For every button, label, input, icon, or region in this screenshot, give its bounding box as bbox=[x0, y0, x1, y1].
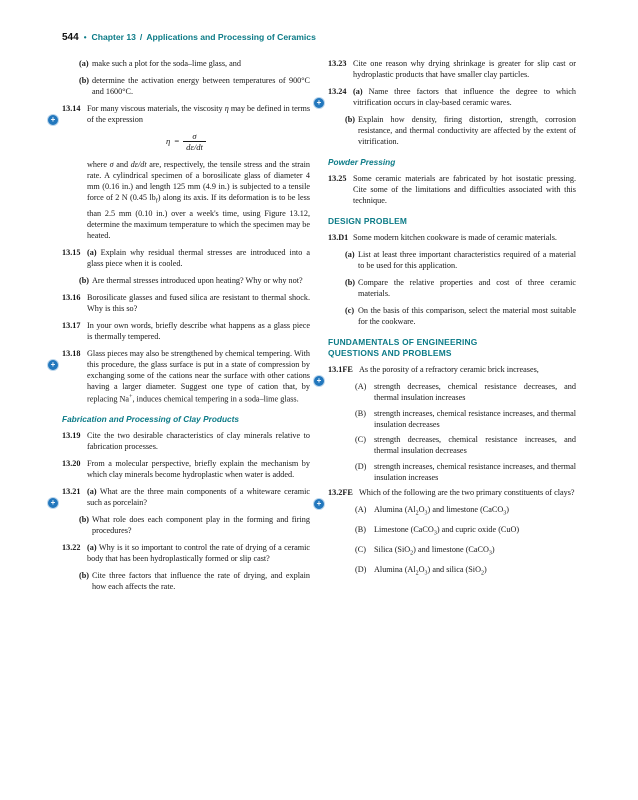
text-run: , induces chemical tempering in a soda–lime glass. bbox=[132, 394, 299, 404]
text-run: Compare the relative properties and cost of three ceramic materials. bbox=[358, 278, 576, 298]
choice-label: (C) bbox=[355, 545, 366, 555]
chapter-separator: / bbox=[139, 32, 143, 42]
problem-number: 13.19 bbox=[62, 431, 81, 441]
problem-part bbox=[79, 75, 310, 97]
text-run: Explain how density, firing distortion, strength, corrosion resistance, and thermal conductivity are affected by the extent of vitrification. bbox=[358, 115, 576, 146]
text-run: For many viscous materials, the viscosity bbox=[87, 104, 225, 113]
problem-number: 13.1FE bbox=[328, 365, 353, 374]
text-run: (a) bbox=[87, 247, 101, 257]
section-heading-caps: FUNDAMENTALS OF ENGINEERING QUESTIONS AND PROBLEMS bbox=[328, 337, 478, 358]
choice-label: (D) bbox=[355, 461, 367, 471]
text-run: Glass pieces may also be strengthened by chemical tempering. With this procedure, the glass surface is put in a state of compression by exchanging some of the cations near the surface with other cations having a larger diameter. Suggest one type of cation that, by replacing Na bbox=[87, 348, 310, 404]
part-label: (b) bbox=[345, 115, 356, 124]
text-run: Limestone (CaCO bbox=[374, 525, 434, 535]
section-heading: Fabrication and Processing of Clay Products bbox=[62, 414, 240, 425]
problem-number: 13.16 bbox=[62, 292, 81, 302]
problem-part bbox=[345, 277, 576, 299]
equals-sign: = bbox=[174, 136, 180, 146]
problem-part bbox=[345, 249, 576, 271]
text-run: and bbox=[113, 160, 131, 169]
fraction bbox=[183, 131, 206, 152]
section-heading: Powder Pressing bbox=[328, 157, 396, 167]
text-run: In your own words, briefly describe what happens as a glass piece is thermally tempered. bbox=[87, 320, 310, 341]
text-run: ) along its axis. If its deformation is to be less than 2.5 mm (0.10 in.) over a week's time, using Figure 13.12, determine the maximum temperature to which the specimen may be heated. bbox=[87, 193, 310, 240]
chapter-heading bbox=[92, 32, 316, 42]
two-column-layout bbox=[50, 58, 577, 598]
online-resource-plus-icon: + bbox=[48, 115, 58, 125]
problem-13.15 bbox=[62, 247, 310, 269]
text-run: 3 bbox=[488, 550, 492, 557]
answer-choice-C bbox=[355, 544, 576, 560]
online-resource-plus-icon: + bbox=[314, 98, 324, 108]
problem-number: 13.23 bbox=[328, 59, 347, 68]
text-run: σ bbox=[109, 160, 114, 169]
online-resource-plus-icon: + bbox=[48, 360, 58, 370]
part-label: (b) bbox=[79, 515, 90, 525]
text-run: ) and limestone (CaCO bbox=[427, 505, 504, 514]
problem-number: 13.22 bbox=[62, 543, 81, 553]
text-run: strength decreases, chemical resistance decreases, and thermal insulation increases bbox=[374, 382, 576, 402]
problem-number: 13.20 bbox=[62, 459, 81, 469]
problem-13.18 bbox=[50, 348, 310, 405]
problem-number: 13.D1 bbox=[328, 233, 349, 242]
text-run: + bbox=[129, 393, 133, 400]
text-run: Alumina (Al bbox=[374, 505, 416, 514]
text-run: O bbox=[418, 505, 425, 514]
text-run: 2 bbox=[410, 550, 414, 557]
text-run: Which of the following are the two primary constituents of clays? bbox=[359, 488, 575, 497]
text-run: Why is it so important to control the rate of drying of a ceramic body that has been hydroplastically formed or slip cast? bbox=[87, 543, 311, 564]
text-run: (a) bbox=[87, 543, 99, 553]
chapter-label: Chapter 13 bbox=[91, 32, 136, 42]
problem-part bbox=[79, 58, 310, 69]
part-label: (b) bbox=[79, 571, 90, 581]
text-run: Some ceramic materials are fabricated by hot isostatic pressing. Cite some of the limitations and difficulties associated with this technique. bbox=[353, 174, 576, 205]
text-run: (a) bbox=[87, 487, 100, 497]
problem-part bbox=[345, 114, 576, 147]
problem-13.22 bbox=[62, 542, 310, 564]
answer-choice-C bbox=[355, 434, 576, 456]
answer-choice-A bbox=[355, 381, 576, 403]
part-label: (b) bbox=[345, 278, 356, 287]
text-run: ) and silica (SiO bbox=[427, 565, 481, 575]
choice-label: (A) bbox=[355, 382, 367, 391]
text-run: are, respectively, the tensile stress and the strain rate. A cylindrical specimen of a borosilicate glass of diameter 4 mm (0.16 in.) and length 125 mm (4.9 in.) is subjected to a tensile force of 2 N (0.45 lb bbox=[87, 160, 310, 202]
choice-label: (B) bbox=[355, 408, 366, 418]
problem-13.16 bbox=[62, 292, 310, 314]
part-label: (b) bbox=[79, 76, 90, 85]
section-heading-caps: DESIGN PROBLEM bbox=[328, 216, 408, 226]
text-run: Alumina (Al bbox=[374, 565, 416, 575]
text-run: Explain why residual thermal stresses are introduced into a glass piece when it is cooled. bbox=[87, 247, 310, 268]
choice-label: (D) bbox=[355, 565, 367, 575]
numerator: σ bbox=[192, 131, 197, 141]
text-run: 3 bbox=[503, 510, 507, 517]
problem-number: 13.2FE bbox=[328, 488, 353, 497]
text-run: As the porosity of a refractory ceramic brick increases, bbox=[359, 365, 539, 374]
text-run: ) bbox=[506, 505, 509, 514]
answer-choice-B bbox=[355, 408, 576, 430]
problem-number: 13.15 bbox=[62, 247, 81, 257]
text-run: Name three factors that influence the degree to which vitrification occurs in clay-based ceramic wares. bbox=[353, 87, 577, 107]
problem-number: 13.24 bbox=[328, 87, 347, 96]
text-run: where bbox=[87, 160, 110, 169]
problem-13.1FE bbox=[316, 364, 576, 385]
problem-number: 13.14 bbox=[62, 104, 81, 113]
page-header bbox=[62, 32, 576, 43]
bullet-separator: • bbox=[83, 33, 87, 42]
left-column bbox=[50, 58, 311, 598]
text-run: strength decreases, chemical resistance increases, and thermal insulation decreases bbox=[374, 435, 576, 455]
text-run: ) bbox=[483, 565, 487, 575]
problem-13.23 bbox=[328, 58, 576, 80]
online-resource-plus-icon: + bbox=[48, 498, 58, 508]
problem-13.20 bbox=[62, 458, 310, 480]
text-run: What role does each component play in the forming and firing procedures? bbox=[92, 515, 310, 536]
problem-13.D1 bbox=[328, 232, 576, 243]
text-run: 2 bbox=[415, 510, 419, 517]
problem-continuation bbox=[87, 159, 310, 241]
text-run: strength increases, chemical resistance increases, and thermal insulation decreases bbox=[374, 408, 576, 429]
equation-lhs: η bbox=[166, 136, 171, 146]
text-run: From a molecular perspective, briefly explain the mechanism by which clay minerals become hydroplastic when water is added. bbox=[87, 459, 310, 480]
text-run: 3 bbox=[424, 571, 428, 578]
text-run: O bbox=[418, 565, 425, 575]
text-run: List at least three important characteristics required of a material to be used for this application. bbox=[358, 250, 576, 270]
part-label: (b) bbox=[79, 275, 90, 285]
equation bbox=[62, 131, 310, 152]
text-run: dε/dt bbox=[130, 160, 147, 169]
text-run: make such a plot for the soda–lime glass, and bbox=[92, 59, 241, 68]
text-run: Are thermal stresses introduced upon heating? Why or why not? bbox=[92, 275, 303, 285]
chapter-title: Applications and Processing of Ceramics bbox=[146, 32, 316, 42]
text-run: On the basis of this comparison, select the material most suitable for the cookware. bbox=[358, 306, 576, 326]
problem-13.14 bbox=[50, 103, 311, 125]
problem-part bbox=[345, 305, 576, 327]
problem-part bbox=[79, 570, 310, 592]
choice-label: (C) bbox=[355, 435, 366, 444]
online-resource-plus-icon: + bbox=[314, 499, 324, 509]
text-run: What are the three main components of a whiteware ceramic such as porcelain? bbox=[87, 487, 310, 508]
problem-13.24 bbox=[316, 86, 577, 108]
part-label: (a) bbox=[345, 250, 355, 259]
problem-13.17 bbox=[62, 320, 310, 342]
text-run: η bbox=[224, 104, 229, 113]
choice-label: (A) bbox=[355, 505, 367, 514]
online-resource-plus-icon: + bbox=[314, 376, 324, 386]
problem-13.21 bbox=[50, 486, 310, 508]
text-run: ) and limestone (CaCO bbox=[413, 545, 489, 555]
problem-13.19 bbox=[62, 430, 310, 452]
answer-choice-A bbox=[355, 504, 576, 520]
problem-number: 13.17 bbox=[62, 320, 81, 330]
text-run: Cite one reason why drying shrinkage is greater for slip cast or hydroplastic products that have smaller clay particles. bbox=[353, 59, 576, 79]
text-run: determine the activation energy between temperatures of 900°C and 1600°C. bbox=[92, 76, 310, 96]
problem-13.25 bbox=[328, 173, 576, 206]
page-number: 544 bbox=[62, 32, 79, 43]
text-run: (a) bbox=[353, 87, 369, 96]
text-run: 2 bbox=[415, 571, 419, 578]
answer-choice-D bbox=[355, 461, 576, 483]
problem-part bbox=[79, 275, 310, 286]
text-run: Cite three factors that influence the rate of drying, and explain how each affects the rate. bbox=[92, 571, 310, 592]
text-run: ) and cupric oxide (CuO) bbox=[436, 525, 520, 535]
text-run: strength increases, chemical resistance increases, and thermal insulation increases bbox=[374, 461, 576, 482]
answer-choice-D bbox=[355, 564, 576, 580]
text-run: Silica (SiO bbox=[374, 545, 411, 555]
text-run: may be defined in terms of the expression bbox=[87, 104, 311, 124]
problem-part bbox=[79, 514, 310, 536]
part-label: (c) bbox=[345, 306, 355, 315]
problem-number: 13.21 bbox=[62, 487, 81, 497]
problem-number: 13.25 bbox=[328, 174, 347, 183]
problem-13.2FE bbox=[316, 487, 576, 508]
text-run: Borosilicate glasses and fused silica are resistant to thermal shock. Why is this so? bbox=[87, 292, 310, 313]
choice-label: (B) bbox=[355, 525, 366, 535]
part-label: (a) bbox=[79, 59, 89, 68]
text-run: Some modern kitchen cookware is made of ceramic materials. bbox=[353, 233, 557, 242]
answer-choice-B bbox=[355, 524, 576, 540]
denominator: dε/dt bbox=[183, 141, 206, 152]
text-run: 2 bbox=[480, 571, 484, 578]
text-run: ) bbox=[491, 545, 495, 555]
right-column bbox=[316, 58, 577, 598]
text-run: 3 bbox=[433, 530, 437, 537]
problem-number: 13.18 bbox=[62, 348, 81, 358]
text-run: f bbox=[155, 198, 158, 205]
text-run: Cite the two desirable characteristics of clay minerals relative to fabrication processes. bbox=[87, 431, 310, 452]
text-run: 3 bbox=[424, 510, 428, 517]
